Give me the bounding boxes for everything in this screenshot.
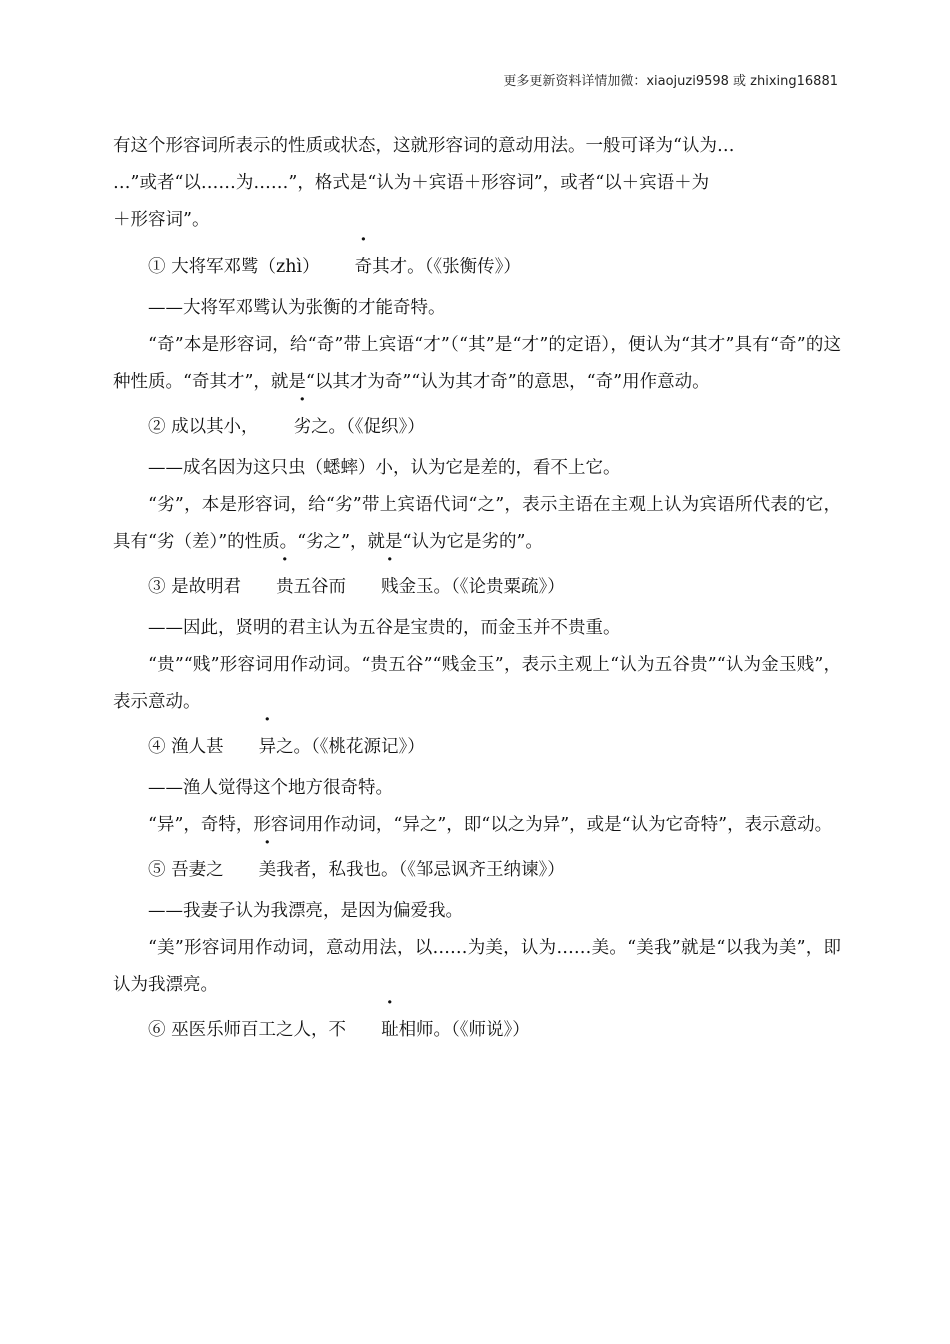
translation-4: ——渔人觉得这个地方很奇特。 — [148, 778, 393, 798]
sentence-text: ④ 渔人甚 — [148, 737, 224, 757]
translation-2: ——成名因为这只虫（蟋蟀）小，认为它是差的，看不上它。 — [148, 458, 621, 478]
explanation-3: “贵”“贱”形容词用作动词。“贵五谷”“贱金玉”，表示主观上“认为五谷贵”“认为金玉贱”，表示意动。 — [113, 655, 841, 712]
example-sentence-1 — [113, 249, 841, 286]
sentence-text: ① 大将军邓骘（zhì） — [148, 257, 320, 277]
sentence-text: 之。（《桃花源记》） — [276, 737, 425, 757]
example-sentence-2 — [113, 409, 841, 446]
intro-paragraph — [113, 128, 841, 239]
emphasis-word: 奇 — [354, 257, 373, 277]
intro-line: 有这个形容词所表示的性质或状态，这就形容词的意动用法。一般可译为“认为… — [113, 136, 735, 156]
explanation-2: “劣”，本是形容词，给“劣”带上宾语代词“之”，表示主语在主观上认为宾语所代表的它，具有“劣（差）”的性质。“劣之”，就是“认为它是劣的”。 — [113, 495, 841, 552]
explanation-4: “异”，奇特，形容词用作动词，“异之”，即“以之为异”，或是“认为它奇特”，表示意动。 — [148, 815, 833, 835]
translation-3: ——因此，贤明的君主认为五谷是宝贵的，而金玉并不贵重。 — [148, 618, 621, 638]
sentence-text: 我者，私我也。（《邹忌讽齐王纳谏》） — [276, 860, 565, 880]
sentence-text: ② 成以其小， — [148, 417, 259, 437]
sentence-text: 相师。（《师说》） — [398, 1020, 530, 1040]
sentence-text: ③ 是故明君 — [148, 577, 242, 597]
intro-line: ＋形容词”。 — [113, 210, 210, 230]
explanation-5: “美”形容词用作动词，意动用法，以……为美，认为……美。“美我”就是“以我为美”，即认为我漂亮。 — [113, 938, 841, 995]
example-sentence-3 — [113, 569, 841, 606]
sentence-text: 五谷而 — [293, 577, 347, 597]
emphasis-word: 异 — [258, 737, 277, 757]
emphasis-word: 耻 — [381, 1020, 399, 1040]
example-sentence-4 — [113, 729, 841, 766]
sentence-text: 之。（《促织》） — [311, 417, 425, 437]
document-body — [113, 128, 841, 1049]
sentence-text: 其才。（《张衡传》） — [372, 257, 521, 277]
explanation-1: “奇”本是形容词，给“奇”带上宾语“才”（“其”是“才”的定语），便认为“其才”具有“奇”的这种性质。“奇其才”，就是“以其才为奇”“认为其才奇”的意思，“奇”用作意动。 — [113, 335, 841, 392]
emphasis-word: 贵 — [276, 577, 294, 597]
example-sentence-6 — [113, 1012, 841, 1049]
emphasis-word: 贱 — [381, 577, 399, 597]
translation-5: ——我妻子认为我漂亮，是因为偏爱我。 — [148, 901, 463, 921]
sentence-text: 金玉。（《论贵粟疏》） — [398, 577, 565, 597]
intro-line: …”或者“以……为……”，格式是“认为＋宾语＋形容词”，或者“以＋宾语＋为 — [113, 173, 710, 193]
emphasis-word: 美 — [258, 860, 277, 880]
sentence-text: ⑥ 巫医乐师百工之人，不 — [148, 1020, 347, 1040]
page-header: 更多更新资料详情加微：xiaojuzi9598 或 zhixing16881 — [503, 74, 838, 89]
sentence-text: ⑤ 吾妻之 — [148, 860, 224, 880]
emphasis-word: 劣 — [293, 417, 312, 437]
example-sentence-5 — [113, 852, 841, 889]
translation-1: ——大将军邓骘认为张衡的才能奇特。 — [148, 298, 446, 318]
